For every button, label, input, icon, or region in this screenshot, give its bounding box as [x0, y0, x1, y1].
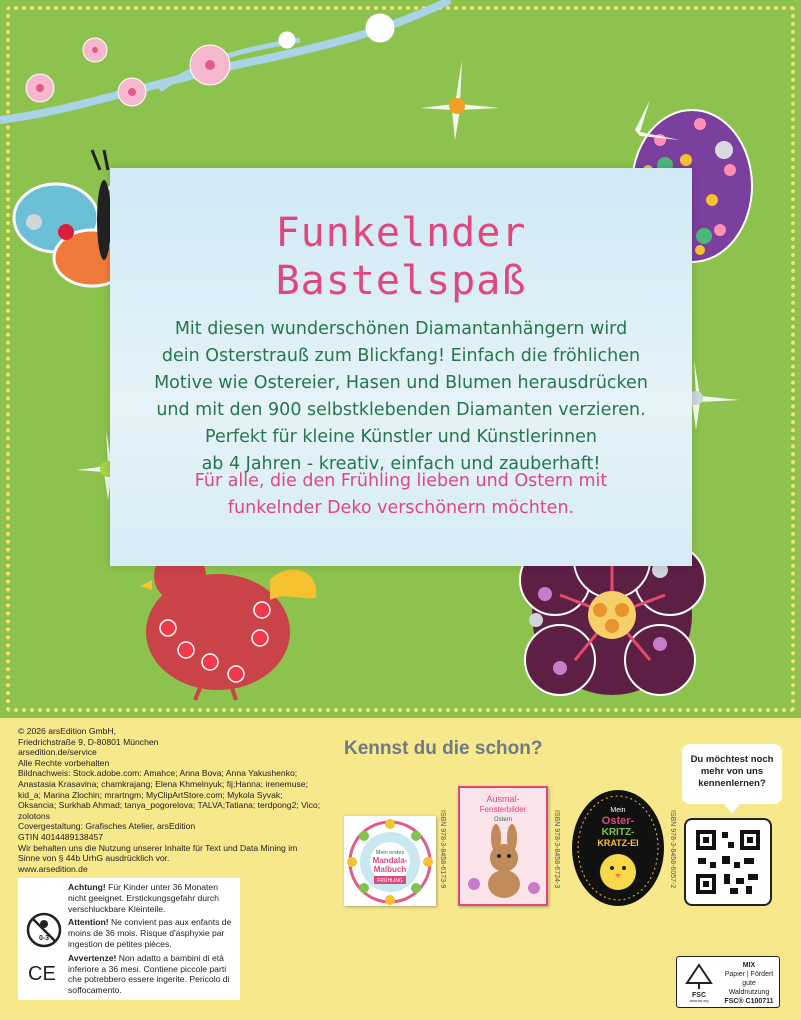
imprint-line: Wir behalten uns die Nutzung unserer Inhalte für Text und Data Mining im — [18, 842, 298, 853]
book-cover-fensterbilder — [458, 786, 548, 906]
imprint-line: Bildnachweis: Stock.adobe.com: Amahce; Anna Bova; Anna Yakushenko; — [18, 768, 298, 779]
age-warning-icon — [28, 914, 60, 946]
fsc-logo-text: FSC — [692, 992, 706, 999]
info-panel — [110, 168, 692, 566]
qr-code[interactable] — [684, 818, 772, 906]
safety-warning — [18, 878, 240, 1000]
highlight-line: funkelnder Deko verschönern möchten. — [227, 498, 575, 518]
description-line: und mit den 900 selbstklebenden Diamanten verzieren. — [156, 400, 646, 420]
description-line: Mit diesen wunderschönen Diamantanhängern wird — [174, 319, 628, 339]
book-title-line: KRATZ-EI — [597, 838, 639, 848]
book-badge: FRÜHLING — [377, 878, 403, 884]
book-isbn: ISBN 978-3-8458-6057-2 — [669, 810, 676, 889]
warning-de: Achtung! Für Kinder unter 36 Monaten nicht geeignet. Erstickungsgefahr durch verschluckbare Kleinteile. — [68, 882, 219, 914]
warning-icons — [20, 878, 66, 998]
imprint-line: Alle Rechte vorbehalten — [18, 757, 110, 768]
bunny-icon — [460, 788, 546, 904]
warning-it: Avvertenze! Non adatto a bambini di età inferiore a 36 mesi. Contiene piccole parti che potrebbero essere ingerite. Pericolo di soffocamento. — [68, 952, 230, 996]
description-line: dein Osterstrauß zum Blickfang! Einfach die fröhlichen — [161, 346, 641, 366]
imprint-line: Oksancia; Surkhab Ahmad; tanya_pogorelova; TALVA;Tatiana; terdpong2; Vico; — [18, 800, 321, 811]
book-title-line: KRITZ- — [601, 827, 635, 838]
imprint — [18, 726, 334, 874]
book-isbn: ISBN 978-3-8458-6173-9 — [439, 810, 446, 889]
fsc-mix: MIX — [742, 962, 756, 969]
imprint-line: arsedition.de/service — [18, 747, 97, 758]
title-line-1: Funkelnder — [275, 210, 527, 256]
imprint-line: Anastasia Krasavina; chamkrajang; Elena Khmelnyuk; fij;Hanna; irenemuse; — [18, 778, 308, 789]
book-cover-kritzkratz — [570, 788, 666, 908]
speech-bubble: Du möchtest noch mehr von uns kennenlernen? — [682, 744, 782, 804]
description-line: Motive wie Ostereier, Hasen und Blumen herausdrücken — [154, 373, 648, 393]
imprint-line: zolotons — [18, 810, 51, 821]
description-text — [140, 316, 662, 478]
age-label: 0-3 — [38, 935, 50, 942]
highlight-text — [140, 468, 662, 522]
book-title-line: Mein — [610, 807, 626, 814]
warning-fr: Attention! Ne convient pas aux enfants de moins de 36 mois. Risque d'asphyxie par ingestion de petites pièces. — [68, 917, 232, 949]
fsc-tree-icon — [681, 961, 717, 1003]
fsc-line: Papier | Fördert — [724, 971, 774, 978]
chick-icon — [570, 788, 666, 908]
qr-code-icon — [684, 818, 772, 906]
fsc-line: gute Waldnutzung — [728, 980, 770, 996]
imprint-line: © 2026 arsEdition GmbH, — [18, 726, 117, 736]
book-title-line: Mandala- — [372, 856, 408, 865]
imprint-line: Sinne von § 44b UrhG ausdrücklich vor. — [18, 853, 170, 864]
book-title-line: Ostern — [493, 817, 513, 823]
imprint-line: Friedrichstraße 9, D-80801 München — [18, 736, 159, 747]
imprint-line: kid_a; Marina Zlochin; mrartngm; MyClipArtStore.com; Mykola Syvak; — [18, 789, 283, 800]
fsc-code: FSC® C100711 — [724, 998, 774, 1005]
book-title-line: Ausmal- — [486, 794, 520, 804]
book-title-line: Malbuch — [373, 865, 407, 874]
imprint-line: www.arsedition.de — [18, 863, 88, 874]
book-cover-mandala — [344, 816, 436, 906]
highlight-line: Für alle, die den Frühling lieben und Ostern mit — [194, 471, 608, 491]
back-cover-info — [0, 718, 801, 1020]
mandala-icon — [344, 816, 436, 906]
imprint-line: Covergestaltung: Grafisches Atelier, arsEdition — [18, 821, 196, 832]
imprint-line: GTIN 4014489138457 — [18, 831, 104, 842]
fsc-label — [676, 956, 780, 1008]
description-line: Perfekt für kleine Künstler und Künstlerinnen — [205, 427, 597, 447]
book-title-line: Oster- — [601, 815, 635, 827]
promo-heading: Kennst du die schon? — [344, 738, 543, 759]
book-title-line: Fensterbilder — [479, 805, 527, 814]
book-title-line: Mein erstes — [375, 850, 405, 856]
book-isbn: ISBN 978-3-8458-6724-3 — [553, 810, 560, 889]
ce-mark-icon: CE — [28, 963, 56, 985]
description-line: ab 4 Jahren - kreativ, einfach und zauberhaft! — [201, 454, 601, 474]
title-line-2: Bastelspaß — [275, 258, 527, 304]
fsc-url: www.fsc.org — [689, 999, 709, 1003]
